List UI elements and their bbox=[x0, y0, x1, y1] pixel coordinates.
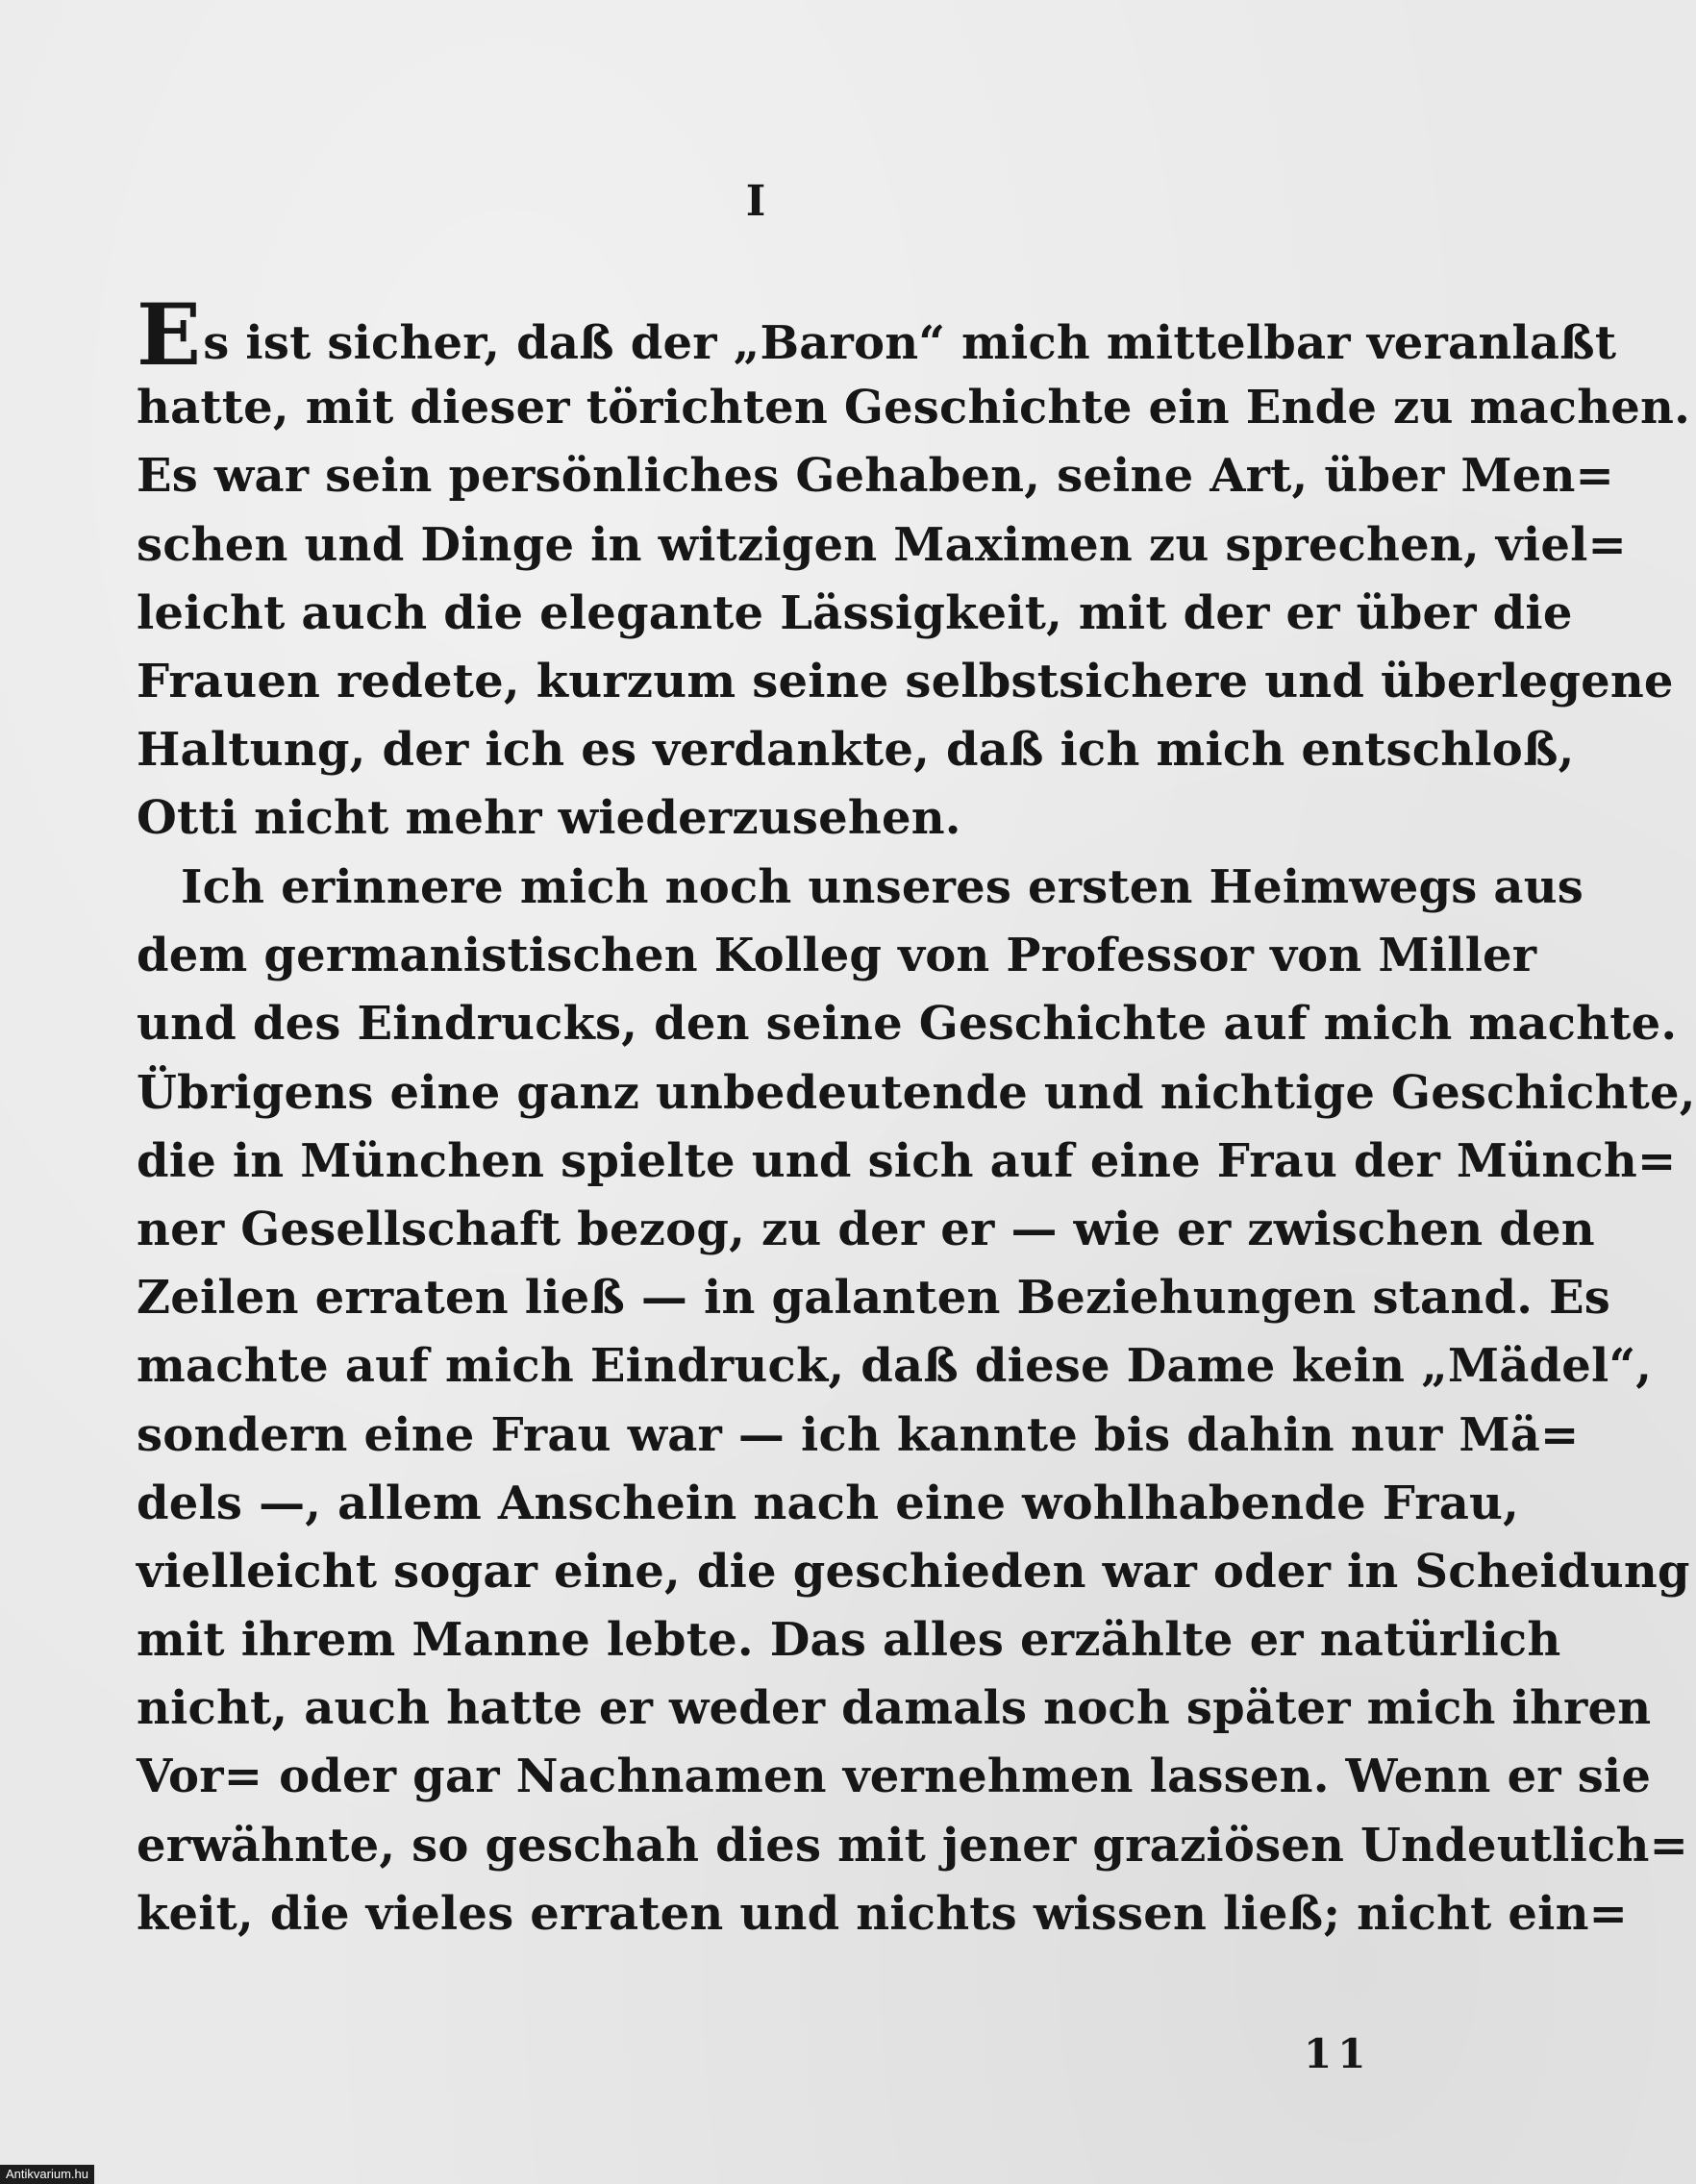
text-line: ner Gesellschaft bezog, zu der er — wie er zwischen den bbox=[137, 1202, 1595, 1256]
text-line: mit ihrem Manne lebte. Das alles erzählte er natürlich bbox=[137, 1613, 1561, 1668]
text-line: Vor= oder gar Nachnamen vernehmen lassen. Wenn er sie bbox=[137, 1750, 1652, 1804]
text-line: dels —, allem Anschein nach eine wohlhabende Frau, bbox=[137, 1476, 1520, 1530]
chapter-number: I bbox=[745, 177, 766, 226]
text-line: nicht, auch hatte er weder damals noch später mich ihren bbox=[137, 1681, 1652, 1736]
text-line: Frauen redete, kurzum seine selbstsichere und überlegene bbox=[137, 654, 1674, 708]
text-line: Otti nicht mehr wiederzusehen. bbox=[137, 791, 961, 846]
text-line: erwähnte, so geschah dies mit jener graziösen Undeutlich= bbox=[137, 1818, 1688, 1873]
watermark: Antikvarium.hu bbox=[0, 2165, 94, 2184]
text-line: Übrigens eine ganz unbedeutende und nichtige Geschichte, bbox=[137, 1065, 1696, 1120]
page-number: 11 bbox=[1304, 2030, 1372, 2077]
text-line: Es war sein persönliches Gehaben, seine Art, über Men= bbox=[137, 449, 1614, 504]
text-line: machte auf mich Eindruck, daß diese Dame kein „Mädel“, bbox=[137, 1339, 1653, 1394]
text-line-content: s ist sicher, daß der „Baron“ mich mittelbar veranlaßt bbox=[203, 316, 1617, 370]
text-line: die in München spielte und sich auf eine Frau der Münch= bbox=[137, 1133, 1677, 1188]
text-line bbox=[137, 285, 1617, 385]
text-line: sondern eine Frau war — ich kannte bis dahin nur Mä= bbox=[137, 1407, 1580, 1462]
text-line: Haltung, der ich es verdankte, daß ich mich entschloß, bbox=[137, 723, 1575, 778]
text-line: leicht auch die elegante Lässigkeit, mit der er über die bbox=[137, 585, 1573, 640]
text-line: vielleicht sogar eine, die geschieden war oder in Scheidung bbox=[137, 1544, 1690, 1599]
text-line: schen und Dinge in witzigen Maximen zu sprechen, viel= bbox=[137, 517, 1627, 572]
text-line: Zeilen erraten ließ — in galanten Beziehungen stand. Es bbox=[137, 1271, 1611, 1326]
text-line: keit, die vieles erraten und nichts wissen ließ; nicht ein= bbox=[137, 1886, 1629, 1941]
text-line: und des Eindrucks, den seine Geschichte auf mich machte. bbox=[137, 997, 1678, 1052]
text-line: dem germanistischen Kolleg von Professor von Miller bbox=[137, 929, 1537, 983]
paragraph-1 bbox=[137, 285, 1691, 854]
paragraph-2 bbox=[137, 854, 1696, 1948]
text-line: Ich erinnere mich noch unseres ersten Heimwegs aus bbox=[181, 860, 1584, 914]
drop-cap-initial: E bbox=[137, 285, 202, 385]
text-line: hatte, mit dieser törichten Geschichte ein Ende zu machen. bbox=[137, 381, 1691, 435]
